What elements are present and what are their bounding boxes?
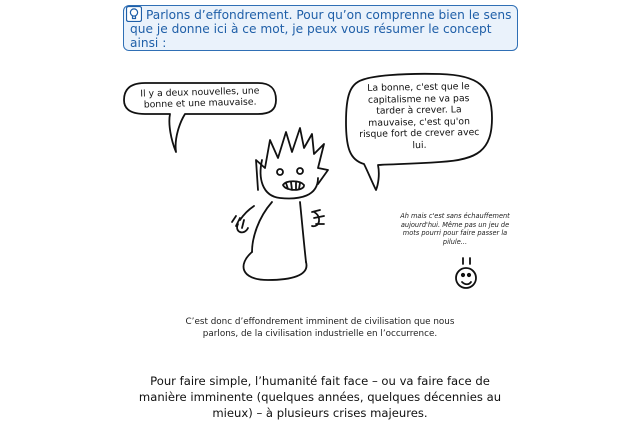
little-figure-marks: [463, 258, 470, 264]
caption-top-text: Parlons d’effondrement. Pour qu’on comprenne bien le sens que je donne ici à ce mot, je peux vous résumer le concept ainsi :: [130, 8, 512, 50]
little-figure-mouth: [462, 282, 471, 284]
little-figure-eye-right: [468, 274, 470, 276]
character-head: [261, 160, 318, 198]
caption-bottom: Pour faire simple, l’humanité fait face – ou va faire face de manière imminente (quelques années, quelques décennies au mieux) – à plusieurs crises majeures.: [138, 374, 502, 420]
little-figure-eye-left: [462, 274, 464, 276]
character-eye-right: [297, 168, 303, 174]
character-hand-left: [232, 216, 248, 232]
speech-bubble-right-text: La bonne, c'est que le capitalisme ne va pas tarder à crever. La mauvaise, c'est qu'on risque fort de crever avec lui.: [359, 81, 480, 151]
character-body-right: [300, 202, 306, 262]
character-body-left: [252, 202, 272, 252]
whisper-text: Ah mais c'est sans échauffement aujourd'hui. Même pas un jeu de mots pourri pour faire passer la pilule...: [400, 212, 510, 246]
character-eye-left: [277, 169, 283, 175]
character-arm-left: [240, 206, 254, 220]
caption-middle: C’est donc d’effondrement imminent de civilisation que nous parlons, de la civilisation industrielle en l’occurrence.: [185, 317, 455, 339]
character-mouth: [283, 181, 304, 190]
character-hand-right: [312, 210, 324, 226]
character-feet: [244, 252, 307, 280]
speech-bubble-left-text: Il y a deux nouvelles, une bonne et une mauvaise.: [140, 85, 260, 111]
